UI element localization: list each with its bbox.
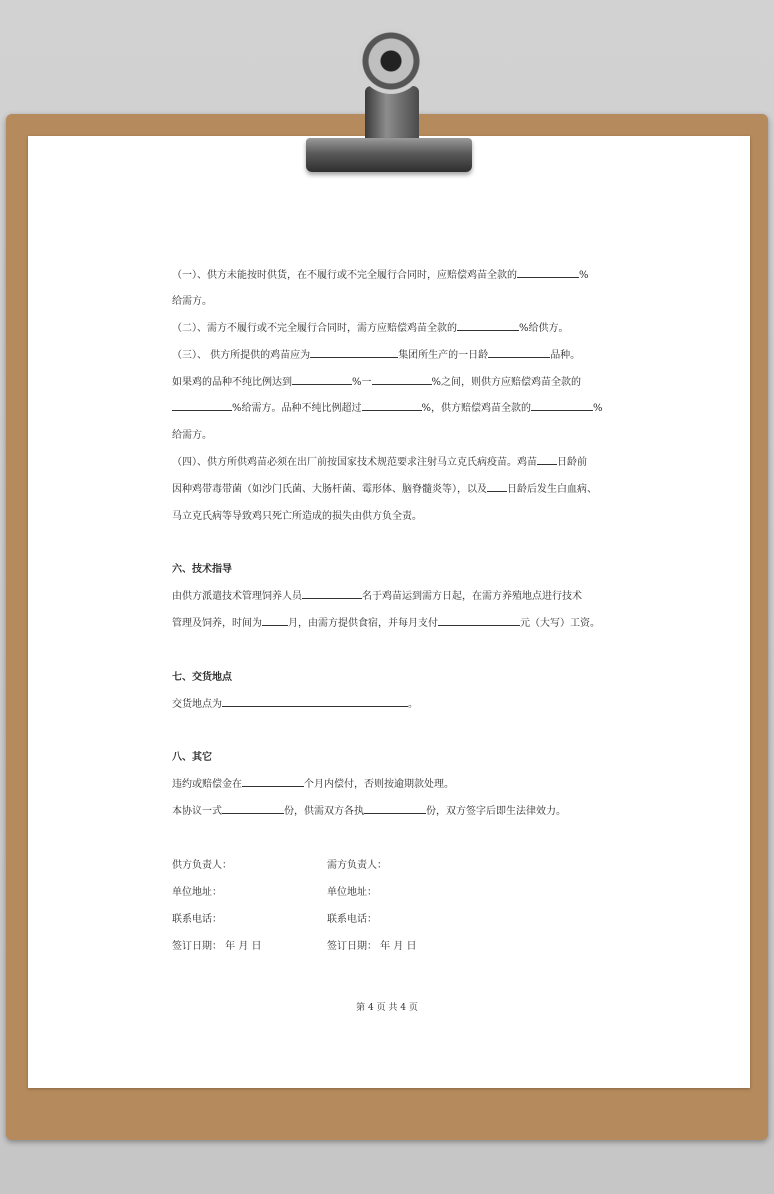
blank-field xyxy=(310,347,398,358)
clip-ring-icon xyxy=(358,28,424,94)
clause-3-text-g: %给需方。品种不纯比例超过 xyxy=(232,403,362,414)
section-8-line-1 xyxy=(172,775,454,790)
clause-3-text-e: %一 xyxy=(352,377,372,388)
clause-2-line xyxy=(172,319,569,334)
section-8-text-d: 份，供需双方各执 xyxy=(284,806,364,817)
buyer-date-label: 签订日期： 年 月 日 xyxy=(327,941,417,952)
section-7-text-a: 交货地点为 xyxy=(172,699,222,710)
percent-sign: % xyxy=(593,403,603,414)
blank-field xyxy=(292,374,352,385)
section-8-title: 八、其它 xyxy=(172,752,212,763)
section-6-text-e: 元（大写）工资。 xyxy=(520,618,600,629)
clause-3-line-1 xyxy=(172,346,580,361)
section-6-text-b: 名于鸡苗运到需方日起，在需方养殖地点进行技术 xyxy=(362,591,582,602)
clause-3-line-4 xyxy=(172,426,212,441)
section-8-text-e: 份，双方签字后即生法律效力。 xyxy=(426,806,566,817)
section-8-text-c: 本协议一式 xyxy=(172,806,222,817)
clause-4-text-e: 马立克氏病等导致鸡只死亡所造成的损失由供方负全责。 xyxy=(172,511,422,522)
section-7-text-b: 。 xyxy=(408,699,418,710)
clause-4-line-1 xyxy=(172,453,587,468)
clause-3-line-2 xyxy=(172,373,581,388)
clause-4-text-b: 日龄前 xyxy=(557,457,587,468)
blank-field xyxy=(487,481,507,492)
blank-field xyxy=(438,615,520,626)
section-8-text-a: 违约或赔偿金在 xyxy=(172,779,242,790)
blank-field xyxy=(222,803,284,814)
blank-field xyxy=(302,588,362,599)
section-6-text-d: 月，由需方提供食宿，并每月支付 xyxy=(288,618,438,629)
section-8-text-b: 个月内偿付，否则按逾期款处理。 xyxy=(304,779,454,790)
clause-3-text-d: 如果鸡的品种不纯比例达到 xyxy=(172,377,292,388)
clause-3-text-f: %之间，则供方应赔偿鸡苗全款的 xyxy=(431,377,582,388)
clause-4-text-d: 日龄后发生白血病、 xyxy=(507,484,597,495)
clause-3-text-b: 集团所生产的一日龄 xyxy=(398,350,489,361)
section-7-line-1 xyxy=(172,695,418,710)
supplier-address-label: 单位地址： xyxy=(172,887,222,898)
clause-3-line-3 xyxy=(172,399,603,414)
clause-4-line-2 xyxy=(172,480,597,495)
clause-4-text: （四）、供方所供鸡苗必须在出厂前按国家技术规范要求注射马立克氏病疫苗。鸡苗 xyxy=(172,457,537,468)
clause-2-text: （二）、需方不履行或不完全履行合同时，需方应赔偿鸡苗全款的 xyxy=(172,323,457,334)
section-6-line-2 xyxy=(172,614,600,629)
clause-1-line-2 xyxy=(172,292,212,307)
blank-field xyxy=(262,615,288,626)
supplier-rep-label: 供方负责人： xyxy=(172,860,232,871)
buyer-phone-label: 联系电话： xyxy=(327,914,377,925)
clip-plate xyxy=(306,138,472,172)
clause-3-text-h: %，供方赔偿鸡苗全款的 xyxy=(421,403,532,414)
clause-1-line-1 xyxy=(172,266,589,281)
page-number: 第 4 页 共 4 页 xyxy=(356,1003,418,1013)
blank-field xyxy=(372,374,432,385)
buyer-address-label: 单位地址： xyxy=(327,887,377,898)
clause-2-text-end: %给供方。 xyxy=(519,323,569,334)
blank-field xyxy=(172,400,232,411)
blank-field xyxy=(222,696,408,707)
clause-3-text-end: 给需方。 xyxy=(172,430,212,441)
percent-sign: % xyxy=(579,270,589,281)
section-6-line-1 xyxy=(172,587,582,602)
blank-field xyxy=(457,320,519,331)
blank-field xyxy=(517,267,579,278)
supplier-phone-label: 联系电话： xyxy=(172,914,222,925)
clause-1-text-end: 给需方。 xyxy=(172,296,212,307)
buyer-rep-label: 需方负责人： xyxy=(327,860,387,871)
supplier-date-label: 签订日期： 年 月 日 xyxy=(172,941,262,952)
clause-4-line-3 xyxy=(172,507,422,522)
blank-field xyxy=(531,400,593,411)
section-6-text-c: 管理及饲养，时间为 xyxy=(172,618,262,629)
blank-field xyxy=(362,400,422,411)
blank-field xyxy=(364,803,426,814)
section-6-title: 六、技术指导 xyxy=(172,564,232,575)
clause-1-text: （一）、供方未能按时供货，在不履行或不完全履行合同时，应赔偿鸡苗全款的 xyxy=(172,270,517,281)
clause-3-text-c: 品种。 xyxy=(550,350,581,361)
blank-field xyxy=(537,454,557,465)
blank-field xyxy=(242,776,304,787)
clause-4-text-c: 因种鸡带毒带菌（如沙门氏菌、大肠杆菌、霉形体、脑脊髓炎等），以及 xyxy=(172,484,487,495)
blank-field xyxy=(488,347,550,358)
section-7-title: 七、交货地点 xyxy=(172,672,232,683)
clause-3-text: （三）、 供方所提供的鸡苗应为 xyxy=(172,350,311,361)
section-8-line-2 xyxy=(172,802,566,817)
section-6-text-a: 由供方派遣技术管理饲养人员 xyxy=(172,591,302,602)
